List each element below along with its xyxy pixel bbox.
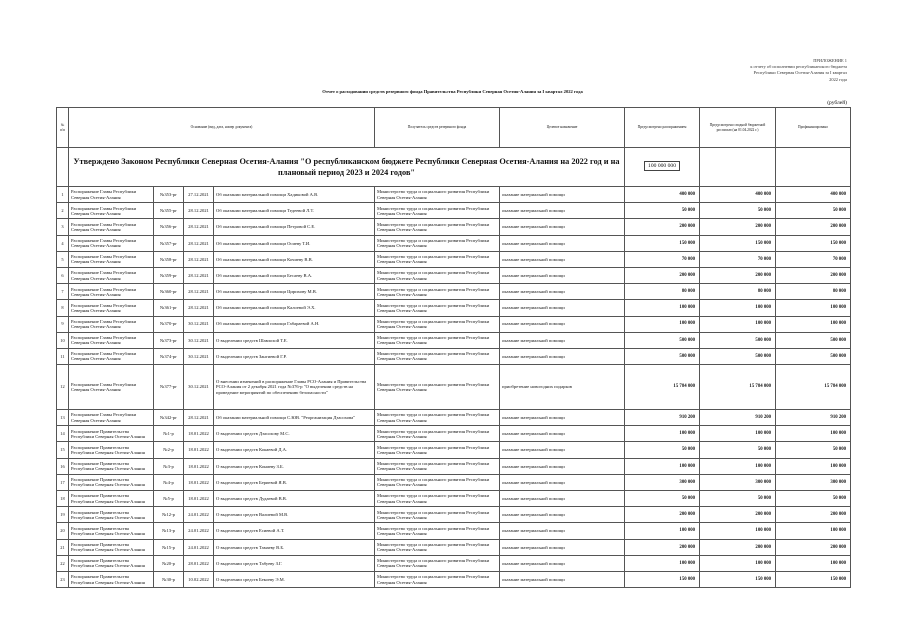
subject: Об оказании материальной помощи Хадиковой А.В. <box>214 187 375 203</box>
document-number: №360-рг <box>154 284 184 300</box>
amount-planned: 100 000 <box>625 458 700 474</box>
amount-planned: 100 000 <box>625 300 700 316</box>
row-number: 22 <box>57 555 69 571</box>
purpose: оказание материальной помощи <box>500 426 625 442</box>
amount-actual: 100 000 <box>700 426 776 442</box>
subject: О выделении средств Кониеву З.Б. <box>214 458 375 474</box>
annex-line: ПРИЛОЖЕНИЕ 1 <box>813 58 847 63</box>
amount-financed: 500 000 <box>776 348 851 364</box>
recipient: Министерство труда и социального развития Республики Северная Осетия-Алания <box>375 474 500 490</box>
amount-planned: 100 000 <box>625 555 700 571</box>
header-financed: Профинансировано <box>776 108 851 148</box>
purpose: оказание материальной помощи <box>500 555 625 571</box>
table-row <box>57 571 851 587</box>
document-kind: Распоряжение Правительства Республики Северная Осетия-Алания <box>69 474 154 490</box>
document-number: №373-рг <box>154 332 184 348</box>
amount-planned: 200 000 <box>625 507 700 523</box>
amount-planned: 70 000 <box>625 251 700 267</box>
document-date: 28.12.2021 <box>184 410 214 426</box>
table-row <box>57 410 851 426</box>
purpose: оказание материальной помощи <box>500 235 625 251</box>
recipient: Министерство труда и социального развития Республики Северная Осетия-Алания <box>375 235 500 251</box>
row-number: 20 <box>57 523 69 539</box>
document-number: №1-р <box>154 426 184 442</box>
row-number: 14 <box>57 426 69 442</box>
amount-actual: 150 000 <box>700 235 776 251</box>
document-number: №4-р <box>154 474 184 490</box>
table-row <box>57 316 851 332</box>
amount-financed: 100 000 <box>776 555 851 571</box>
subject: О выделении средств Есиевой А.Т. <box>214 523 375 539</box>
row-number: 23 <box>57 571 69 587</box>
document-date: 28.12.2021 <box>184 251 214 267</box>
purpose: оказание материальной помощи <box>500 523 625 539</box>
annex-line: к отчету об исполнении республиканского бюджета <box>750 64 847 70</box>
table-row <box>57 235 851 251</box>
purpose: оказание материальной помощи <box>500 203 625 219</box>
subject: О внесении изменений в распоряжение Главы РСО-Алания и Правительства РСО-Алания от 2 декабря 2021 года №376-р "О выделении средств на проведение мероприятий по обеспечению безопасности" <box>214 365 375 410</box>
purpose: оказание материальной помощи <box>500 316 625 332</box>
row-number: 21 <box>57 539 69 555</box>
table-row <box>57 442 851 458</box>
document-kind: Распоряжение Правительства Республики Северная Осетия-Алания <box>69 523 154 539</box>
document-date: 28.12.2021 <box>184 235 214 251</box>
annex-block <box>647 58 847 83</box>
amount-actual: 100 000 <box>700 523 776 539</box>
row-number: 2 <box>57 203 69 219</box>
document-number: №2-р <box>154 442 184 458</box>
table-row <box>57 426 851 442</box>
row-number: 12 <box>57 365 69 410</box>
amount-financed: 150 000 <box>776 571 851 587</box>
subject: О выделении средств Табуеву З.Г. <box>214 555 375 571</box>
purpose: оказание материальной помощи <box>500 284 625 300</box>
amount-financed: 50 000 <box>776 491 851 507</box>
amount-planned: 50 000 <box>625 491 700 507</box>
document-date: 24.01.2022 <box>184 539 214 555</box>
recipient: Министерство труда и социального развития Республики Северная Осетия-Алания <box>375 332 500 348</box>
purpose: оказание материальной помощи <box>500 571 625 587</box>
recipient: Министерство труда и социального развития Республики Северная Осетия-Алания <box>375 539 500 555</box>
purpose: оказание материальной помощи <box>500 348 625 364</box>
document-date: 27.12.2021 <box>184 187 214 203</box>
section-row <box>57 148 851 187</box>
document-date: 18.01.2022 <box>184 442 214 458</box>
recipient: Министерство труда и социального развития Республики Северная Осетия-Алания <box>375 426 500 442</box>
amount-actual: 80 000 <box>700 284 776 300</box>
amount-planned: 910 200 <box>625 410 700 426</box>
table-row <box>57 555 851 571</box>
recipient: Министерство труда и социального развития Республики Северная Осетия-Алания <box>375 300 500 316</box>
table-row <box>57 332 851 348</box>
purpose: оказание материальной помощи <box>500 458 625 474</box>
amount-financed: 500 000 <box>776 332 851 348</box>
subject: О выделении средств Шавлохой Т.Е. <box>214 332 375 348</box>
recipient: Министерство труда и социального развития Республики Северная Осетия-Алания <box>375 410 500 426</box>
amount-financed: 910 200 <box>776 410 851 426</box>
recipient: Министерство труда и социального развития Республики Северная Осетия-Алания <box>375 203 500 219</box>
row-number: 6 <box>57 267 69 283</box>
document-date: 10.02.2022 <box>184 571 214 587</box>
amount-planned: 15 784 000 <box>625 365 700 410</box>
amount-financed: 50 000 <box>776 203 851 219</box>
document-kind: Распоряжение Главы Республики Северная Осетия-Алания <box>69 267 154 283</box>
document-date: 28.12.2021 <box>184 219 214 235</box>
purpose: оказание материальной помощи <box>500 474 625 490</box>
recipient: Министерство труда и социального развития Республики Северная Осетия-Алания <box>375 442 500 458</box>
purpose: оказание материальной помощи <box>500 507 625 523</box>
document-kind: Распоряжение Главы Республики Северная Осетия-Алания <box>69 348 154 364</box>
purpose: оказание материальной помощи <box>500 187 625 203</box>
reserve-fund-table <box>56 107 851 588</box>
amount-actual: 910 200 <box>700 410 776 426</box>
document-kind: Распоряжение Правительства Республики Северная Осетия-Алания <box>69 539 154 555</box>
subject: Об оказании материальной помощи Осиеву Т.И. <box>214 235 375 251</box>
table-row <box>57 365 851 410</box>
amount-planned: 100 000 <box>625 426 700 442</box>
document-number: №361-рг <box>154 300 184 316</box>
amount-actual: 70 000 <box>700 251 776 267</box>
amount-financed: 70 000 <box>776 251 851 267</box>
table-row <box>57 219 851 235</box>
document-number: №20-р <box>154 555 184 571</box>
document-number: №30-р <box>154 571 184 587</box>
table-row <box>57 491 851 507</box>
amount-planned: 100 000 <box>625 523 700 539</box>
annex-line: 2022 года <box>829 76 847 82</box>
subject: О выделении средств Тамаеву В.Б. <box>214 539 375 555</box>
amount-financed: 200 000 <box>776 539 851 555</box>
amount-actual: 150 000 <box>700 571 776 587</box>
document-kind: Распоряжение Главы Республики Северная Осетия-Алания <box>69 219 154 235</box>
purpose: оказание материальной помощи <box>500 410 625 426</box>
document-date: 30.12.2021 <box>184 348 214 364</box>
document-kind: Распоряжение Главы Республики Северная Осетия-Алания <box>69 235 154 251</box>
amount-planned: 50 000 <box>625 203 700 219</box>
subject: О выделении средств Бериевой Я.В. <box>214 474 375 490</box>
recipient: Министерство труда и социального развития Республики Северная Осетия-Алания <box>375 219 500 235</box>
document-date: 30.12.2021 <box>184 365 214 410</box>
amount-financed: 100 000 <box>776 300 851 316</box>
row-number: 18 <box>57 491 69 507</box>
table-row <box>57 187 851 203</box>
amount-planned: 400 000 <box>625 187 700 203</box>
purpose: оказание материальной помощи <box>500 267 625 283</box>
document-number: №374-рг <box>154 348 184 364</box>
amount-actual: 200 000 <box>700 267 776 283</box>
amount-planned: 150 000 <box>625 235 700 251</box>
amount-actual: 100 000 <box>700 300 776 316</box>
annex-line: Республики Северная Осетия-Алания за I квартал <box>753 70 847 76</box>
document-date: 28.12.2021 <box>184 284 214 300</box>
header-no: № п/п <box>57 108 69 148</box>
amount-financed: 400 000 <box>776 187 851 203</box>
document-date: 28.01.2022 <box>184 555 214 571</box>
table-row <box>57 507 851 523</box>
purpose: оказание материальной помощи <box>500 219 625 235</box>
document-number: №5-р <box>154 491 184 507</box>
recipient: Министерство труда и социального развития Республики Северная Осетия-Алания <box>375 555 500 571</box>
recipient: Министерство труда и социального развития Республики Северная Осетия-Алания <box>375 458 500 474</box>
subject: Об оказании материальной помощи Тедеевой Л.Т. <box>214 203 375 219</box>
recipient: Министерство труда и социального развития Республики Северная Осетия-Алания <box>375 365 500 410</box>
document-number: №353-рг <box>154 187 184 203</box>
purpose: оказание материальной помощи <box>500 332 625 348</box>
row-number: 5 <box>57 251 69 267</box>
amount-planned: 50 000 <box>625 442 700 458</box>
document-date: 24.01.2022 <box>184 523 214 539</box>
table-row <box>57 458 851 474</box>
amount-planned: 100 000 <box>625 316 700 332</box>
amount-financed: 150 000 <box>776 235 851 251</box>
document-number: №13-р <box>154 523 184 539</box>
amount-financed: 80 000 <box>776 284 851 300</box>
document-number: №12-р <box>154 507 184 523</box>
document-kind: Распоряжение Правительства Республики Северная Осетия-Алания <box>69 571 154 587</box>
document-number: №15-р <box>154 539 184 555</box>
amount-actual: 100 000 <box>700 458 776 474</box>
amount-actual: 300 000 <box>700 474 776 490</box>
amount-planned: 500 000 <box>625 348 700 364</box>
document-number: №370-рг <box>154 316 184 332</box>
amount-financed: 200 000 <box>776 219 851 235</box>
document-kind: Распоряжение Главы Республики Северная Осетия-Алания <box>69 332 154 348</box>
amount-actual: 500 000 <box>700 332 776 348</box>
header-purpose: Целевое назначение <box>500 108 625 148</box>
amount-actual: 200 000 <box>700 539 776 555</box>
table-row <box>57 523 851 539</box>
document-number: №377-рг <box>154 365 184 410</box>
row-number: 9 <box>57 316 69 332</box>
subject: О выделении средств Дудаевой В.В. <box>214 491 375 507</box>
amount-actual: 200 000 <box>700 507 776 523</box>
document-number: №358-рг <box>154 251 184 267</box>
section-amount: 100 000 000 <box>644 161 680 171</box>
document-date: 28.12.2021 <box>184 267 214 283</box>
subject: Об оказании материальной помощи Калоевой Э.Х. <box>214 300 375 316</box>
document-kind: Распоряжение Правительства Республики Северная Осетия-Алания <box>69 442 154 458</box>
amount-planned: 150 000 <box>625 571 700 587</box>
document-date: 24.01.2022 <box>184 507 214 523</box>
document-kind: Распоряжение Правительства Республики Северная Осетия-Алания <box>69 491 154 507</box>
subject: Об оказании материальной помощи Бесаеву В.А. <box>214 267 375 283</box>
subject: О выделении средств Кокаевой Д.А. <box>214 442 375 458</box>
recipient: Министерство труда и социального развития Республики Северная Осетия-Алания <box>375 187 500 203</box>
header-row <box>57 108 851 148</box>
amount-financed: 100 000 <box>776 523 851 539</box>
row-number: 19 <box>57 507 69 523</box>
subject: Об оказании материальной помощи Габараевой А.Н. <box>214 316 375 332</box>
purpose: оказание материальной помощи <box>500 300 625 316</box>
document-date: 28.12.2021 <box>184 300 214 316</box>
row-number: 8 <box>57 300 69 316</box>
document-number: №356-рг <box>154 219 184 235</box>
recipient: Министерство труда и социального развития Республики Северная Осетия-Алания <box>375 316 500 332</box>
subject: О выделении средств Зангиевой Г.Р. <box>214 348 375 364</box>
document-kind: Распоряжение Главы Республики Северная Осетия-Алания <box>69 284 154 300</box>
header-actual: Предусмотрено сводной бюджетной росписью (на 01.04.2022 г.) <box>700 108 776 148</box>
document-date: 30.12.2021 <box>184 332 214 348</box>
recipient: Министерство труда и социального развития Республики Северная Осетия-Алания <box>375 491 500 507</box>
subject: Об оказании материальной помощи Петровой С.Е. <box>214 219 375 235</box>
amount-actual: 200 000 <box>700 219 776 235</box>
table-row <box>57 300 851 316</box>
document-kind: Распоряжение Главы Республики Северная Осетия-Алания <box>69 300 154 316</box>
header-planned: Предусмотрено распоряжением <box>625 108 700 148</box>
amount-planned: 200 000 <box>625 219 700 235</box>
table-row <box>57 203 851 219</box>
document-date: 18.01.2022 <box>184 426 214 442</box>
amount-planned: 200 000 <box>625 267 700 283</box>
document-title: Отчет о расходовании средств резервного фонда Правительства Республики Северная Осетия-Алания за I квартал 2022 года <box>322 89 583 94</box>
amount-actual: 50 000 <box>700 203 776 219</box>
row-number: 11 <box>57 348 69 364</box>
amount-actual: 15 784 000 <box>700 365 776 410</box>
table-row <box>57 474 851 490</box>
document-kind: Распоряжение Правительства Республики Северная Осетия-Алания <box>69 426 154 442</box>
document-kind: Распоряжение Правительства Республики Северная Осетия-Алания <box>69 458 154 474</box>
purpose: оказание материальной помощи <box>500 539 625 555</box>
document-date: 18.01.2022 <box>184 474 214 490</box>
section-amount-cell <box>625 148 700 187</box>
amount-planned: 300 000 <box>625 474 700 490</box>
document-kind: Распоряжение Правительства Республики Северная Осетия-Алания <box>69 555 154 571</box>
document-kind: Распоряжение Главы Республики Северная Осетия-Алания <box>69 203 154 219</box>
purpose: оказание материальной помощи <box>500 251 625 267</box>
table-row <box>57 251 851 267</box>
amount-financed: 100 000 <box>776 426 851 442</box>
subject: Об оказании материальной помощи С.ЮВ. "Реорганизация Дзасохова" <box>214 410 375 426</box>
table-row <box>57 539 851 555</box>
purpose: приобретение новогодних подарков <box>500 365 625 410</box>
amount-actual: 100 000 <box>700 316 776 332</box>
document-kind: Распоряжение Главы Республики Северная Осетия-Алания <box>69 187 154 203</box>
header-doc: Основание (вид, дата, номер документа) <box>69 108 375 148</box>
row-number: 7 <box>57 284 69 300</box>
amount-financed: 100 000 <box>776 316 851 332</box>
recipient: Министерство труда и социального развития Республики Северная Осетия-Алания <box>375 571 500 587</box>
amount-actual: 50 000 <box>700 442 776 458</box>
table-row <box>57 348 851 364</box>
amount-financed: 200 000 <box>776 267 851 283</box>
document-number: №342-рг <box>154 410 184 426</box>
recipient: Министерство труда и социального развития Республики Северная Осетия-Алания <box>375 251 500 267</box>
document-number: №359-рг <box>154 267 184 283</box>
document-number: №355-рг <box>154 203 184 219</box>
purpose: оказание материальной помощи <box>500 491 625 507</box>
document-kind: Распоряжение Главы Республики Северная Осетия-Алания <box>69 251 154 267</box>
amount-actual: 100 000 <box>700 555 776 571</box>
row-number: 16 <box>57 458 69 474</box>
amount-planned: 500 000 <box>625 332 700 348</box>
document-number: №3-р <box>154 458 184 474</box>
row-number: 15 <box>57 442 69 458</box>
document-kind: Распоряжение Правительства Республики Северная Осетия-Алания <box>69 507 154 523</box>
recipient: Министерство труда и социального развития Республики Северная Осетия-Алания <box>375 348 500 364</box>
amount-financed: 300 000 <box>776 474 851 490</box>
unit-label: (рублей) <box>827 100 847 106</box>
subject: О выделении средств Бекоеву Э.М. <box>214 571 375 587</box>
section-text: Утверждено Законом Республики Северная Осетия-Алания "О республиканском бюджете Республики Северная Осетия-Алания на 2022 год и на плановый период 2023 и 2024 годов" <box>69 148 625 187</box>
recipient: Министерство труда и социального развития Республики Северная Осетия-Алания <box>375 267 500 283</box>
table-row <box>57 284 851 300</box>
document-kind: Распоряжение Главы Республики Северная Осетия-Алания <box>69 316 154 332</box>
amount-financed: 50 000 <box>776 442 851 458</box>
recipient: Министерство труда и социального развития Республики Северная Осетия-Алания <box>375 507 500 523</box>
amount-actual: 500 000 <box>700 348 776 364</box>
document-date: 28.12.2021 <box>184 203 214 219</box>
purpose: оказание материальной помощи <box>500 442 625 458</box>
amount-actual: 50 000 <box>700 491 776 507</box>
row-number: 3 <box>57 219 69 235</box>
row-number: 4 <box>57 235 69 251</box>
document-date: 18.01.2022 <box>184 458 214 474</box>
subject: О выделении средств Валиевой М.В. <box>214 507 375 523</box>
subject: О выделении средств Дзасохову М.С. <box>214 426 375 442</box>
document-kind: Распоряжение Главы Республики Северная Осетия-Алания <box>69 410 154 426</box>
row-number: 17 <box>57 474 69 490</box>
amount-planned: 200 000 <box>625 539 700 555</box>
subject: Об оказании материальной помощи Кочиеву В.В. <box>214 251 375 267</box>
amount-financed: 200 000 <box>776 507 851 523</box>
amount-financed: 100 000 <box>776 458 851 474</box>
amount-financed: 15 784 000 <box>776 365 851 410</box>
header-recipient: Получатель средств резервного фонда <box>375 108 500 148</box>
row-number: 10 <box>57 332 69 348</box>
recipient: Министерство труда и социального развития Республики Северная Осетия-Алания <box>375 523 500 539</box>
row-number: 1 <box>57 187 69 203</box>
subject: Об оказании материальной помощи Цирихову М.В. <box>214 284 375 300</box>
amount-planned: 80 000 <box>625 284 700 300</box>
document-kind: Распоряжение Главы Республики Северная Осетия-Алания <box>69 365 154 410</box>
document-date: 18.01.2022 <box>184 491 214 507</box>
document-date: 30.12.2021 <box>184 316 214 332</box>
table-row <box>57 267 851 283</box>
row-number: 13 <box>57 410 69 426</box>
document-number: №357-рг <box>154 235 184 251</box>
recipient: Министерство труда и социального развития Республики Северная Осетия-Алания <box>375 284 500 300</box>
amount-actual: 400 000 <box>700 187 776 203</box>
